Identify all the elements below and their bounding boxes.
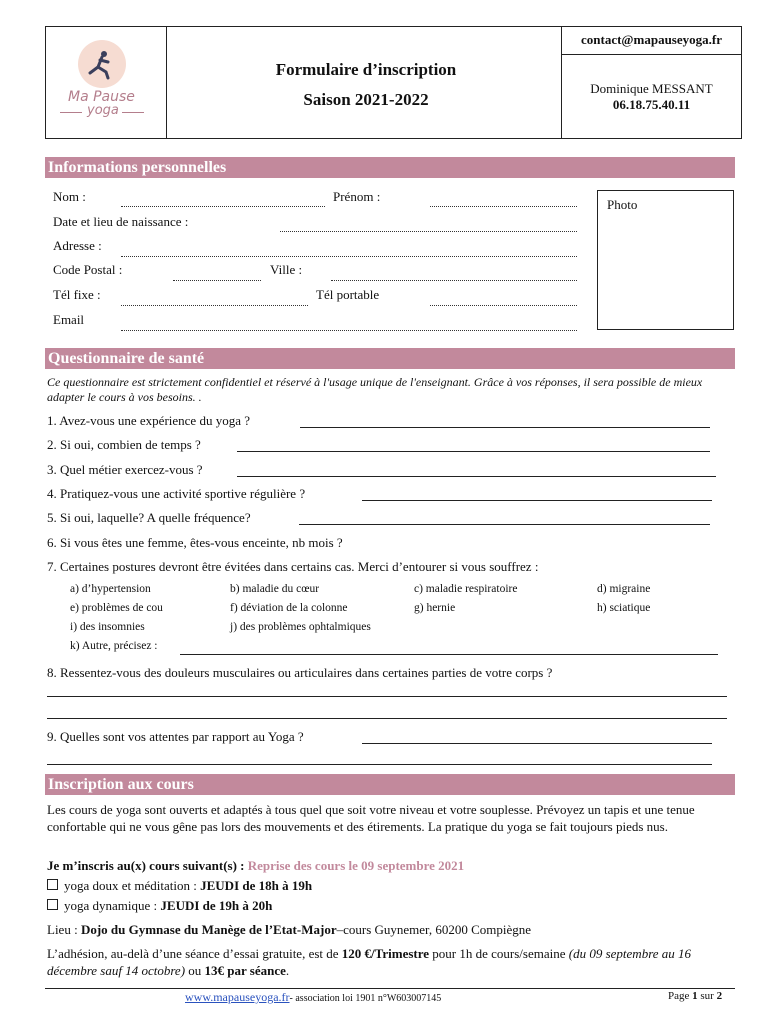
option-e[interactable]: e) problèmes de cou [70,602,163,614]
photo-box[interactable] [597,190,734,330]
field-tel-fixe[interactable] [121,305,308,306]
option-i[interactable]: i) des insomnies [70,621,145,633]
option-k: k) Autre, précisez : [70,640,158,652]
field-adresse[interactable] [121,256,577,257]
field-naissance[interactable] [280,231,577,232]
course-option-2[interactable] [47,898,272,914]
lieu-line [47,922,531,938]
checkbox-icon[interactable] [47,899,58,910]
question-7: 7. Certaines postures devront être évitées dans certains cas. Merci d’entourer si vous souffrez : [47,559,539,574]
field-email[interactable] [121,330,577,331]
label-tel-fixe: Tél fixe : [53,287,101,302]
option-a[interactable]: a) d’hypertension [70,583,151,595]
option-f[interactable]: f) déviation de la colonne [230,602,348,614]
adhesion-paragraph [47,945,735,979]
option-b[interactable]: b) maladie du cœur [230,583,320,595]
label-email: Email [53,312,85,327]
page-label: Page [668,990,690,1002]
lieu-label: Lieu : [47,922,78,937]
logo-rule-right [122,112,144,113]
label-tel-portable: Tél portable [316,287,380,302]
adhesion-text-2: pour 1h de cours/semaine [432,946,566,961]
association-number: - association loi 1901 n°W603007145 [289,993,442,1004]
answer-9-line2[interactable] [47,764,712,765]
course-1-time: JEUDI de 18h à 19h [200,878,313,893]
answer-8-line2[interactable] [47,718,727,719]
option-d[interactable]: d) migraine [597,583,651,595]
answer-8-line1[interactable] [47,696,727,697]
option-h[interactable]: h) sciatique [597,602,651,614]
answer-9[interactable] [362,743,712,744]
answer-4[interactable] [362,500,712,501]
option-j[interactable]: j) des problèmes ophtalmiques [230,621,371,633]
page-separator: sur [700,990,714,1002]
page-current: 1 [692,990,698,1002]
field-prenom[interactable] [430,206,577,207]
page-number [668,990,722,1002]
lieu-name: Dojo du Gymnase du Manège de l’Etat-Major [80,922,337,937]
label-adresse: Adresse : [53,238,102,253]
question-1: 1. Avez-vous une expérience du yoga ? [47,413,250,428]
course-2-time: JEUDI de 19h à 20h [160,898,273,913]
answer-2[interactable] [237,451,710,452]
logo-text-line2: yoga [87,103,119,118]
question-8: 8. Ressentez-vous des douleurs musculaires ou articulaires dans certaines parties de votre corps ? [47,665,553,680]
answer-1[interactable] [300,427,710,428]
reprise-date: Reprise des cours le 09 septembre 2021 [247,858,465,873]
label-code-postal: Code Postal : [53,262,123,277]
photo-label: Photo [607,197,638,212]
checkbox-icon[interactable] [47,879,58,890]
option-g[interactable]: g) hernie [414,602,456,614]
adhesion-price-session: 13€ par séance [204,963,286,978]
field-nom[interactable] [121,206,325,207]
field-tel-portable[interactable] [430,305,577,306]
lieu-address: –cours Guynemer, 60200 Compiègne [336,922,532,937]
question-4: 4. Pratiquez-vous une activité sportive régulière ? [47,486,306,501]
field-code-postal[interactable] [173,280,261,281]
form-season: Saison 2021-2022 [303,90,429,109]
page-total: 2 [716,990,723,1002]
label-nom: Nom : [53,189,86,204]
option-c[interactable]: c) maladie respiratoire [414,583,518,595]
question-2: 2. Si oui, combien de temps ? [47,437,201,452]
adhesion-price: 120 €/Trimestre [341,946,430,961]
courses-intro: Les cours de yoga sont ouverts et adaptés à tous quel que soit votre niveau et votre souplesse. Prévoyez un tapis et une tenue confortable qui ne vous gêne pas lors des mouvements et des étirements. La pratique du yoga se fait toujours pieds nus. [47,802,695,834]
answer-3[interactable] [237,476,716,477]
logo-yoga-figure-icon [78,40,126,88]
label-prenom: Prénom : [333,189,381,204]
question-3: 3. Quel métier exercez-vous ? [47,462,203,477]
adhesion-text-3: ou [188,963,202,978]
answer-5[interactable] [299,524,710,525]
subscribe-label: Je m’inscris au(x) cours suivant(s) : [47,858,245,873]
question-5: 5. Si oui, laquelle? A quelle fréquence? [47,510,251,525]
health-intro: Ce questionnaire est strictement confidentiel et réservé à l'usage unique de l'enseignant. Grâce à vos réponses, il sera possible de mieux adapter le cours à vos besoins. . [47,375,703,404]
logo-rule-left [60,112,82,113]
logo-text-line1: Ma Pause [68,89,135,105]
footer-info [185,990,441,1005]
question-9: 9. Quelles sont vos attentes par rapport au Yoga ? [47,729,304,744]
course-2-label: yoga dynamique : [64,898,158,913]
answer-7-autre[interactable] [180,654,718,655]
label-ville: Ville : [270,262,303,277]
adhesion-period: (du 09 septembre au 16 décembre sauf 14 octobre) [47,946,692,978]
adhesion-text-1: L’adhésion, au-delà d’une séance d’essai gratuite, est de [47,946,339,961]
label-naissance: Date et lieu de naissance : [53,214,189,229]
subscribe-line [47,858,464,874]
adhesion-period-end: . [285,963,290,978]
contact-email: contact@mapauseyoga.fr [581,32,722,47]
contact-phone: 06.18.75.40.11 [612,97,691,112]
field-ville[interactable] [331,280,577,281]
section-health-heading: Questionnaire de santé [45,348,735,369]
contact-name: Dominique MESSANT [590,81,713,96]
section-courses-heading: Inscription aux cours [45,774,735,795]
course-1-label: yoga doux et méditation : [64,878,197,893]
course-option-1[interactable] [47,878,312,894]
question-6: 6. Si vous êtes une femme, êtes-vous enceinte, nb mois ? [47,535,343,550]
website-link[interactable]: www.mapauseyoga.fr [185,990,290,1004]
footer-rule [45,988,735,989]
section-personal-heading: Informations personnelles [45,157,735,178]
form-title: Formulaire d’inscription [275,60,457,79]
